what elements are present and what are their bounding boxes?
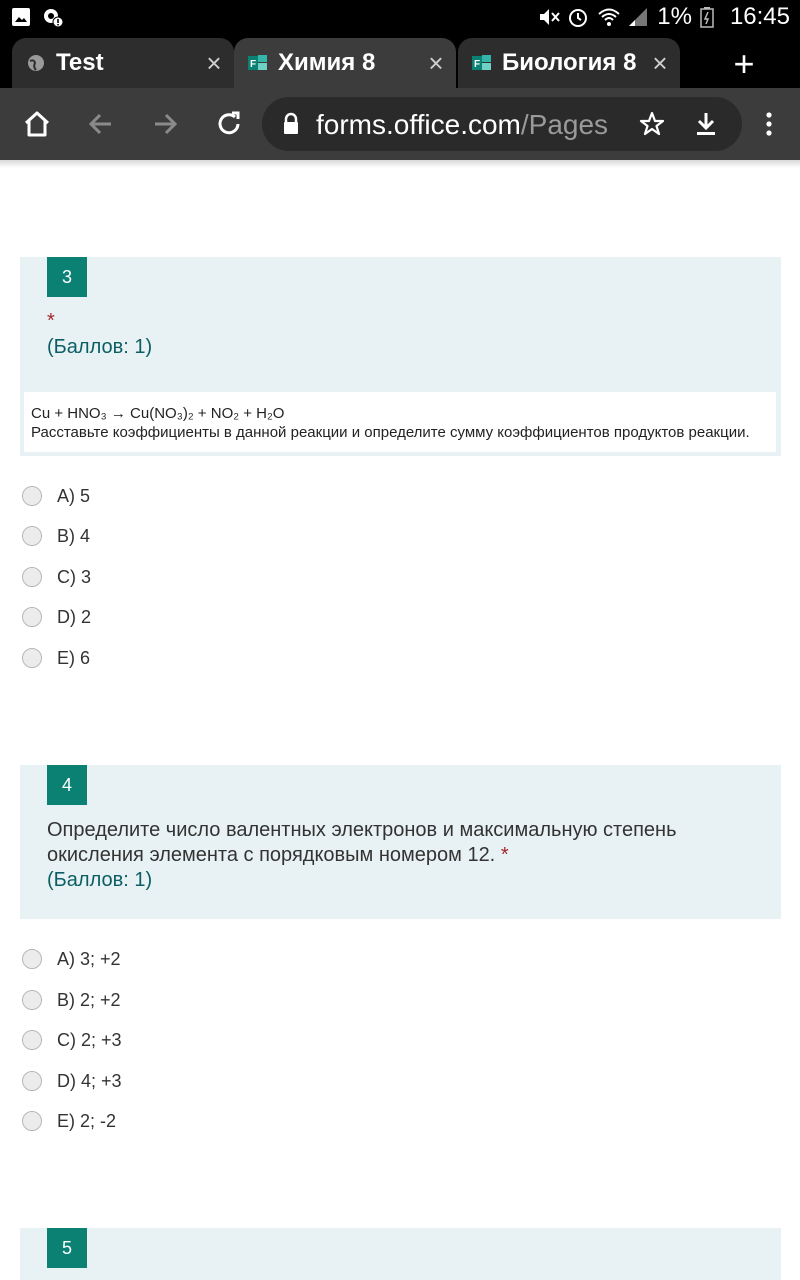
mute-icon: [537, 6, 559, 28]
required-mark: *: [47, 310, 55, 332]
radio-button[interactable]: [22, 1071, 42, 1091]
tab-title: Химия 8: [278, 49, 376, 76]
forms-icon: [248, 53, 268, 73]
option-3-d[interactable]: [20, 602, 91, 632]
tab-biologiya-8[interactable]: [458, 38, 680, 88]
question-number: 4: [47, 765, 87, 805]
option-4-c[interactable]: [20, 1025, 122, 1055]
radio-button[interactable]: [22, 990, 42, 1010]
url-host: forms.office.com: [316, 109, 521, 140]
question-number: 3: [47, 257, 87, 297]
option-3-c[interactable]: [20, 562, 91, 592]
option-label: D) 2: [57, 606, 92, 627]
question-text-line: Определите число валентных электронов и максимальную степень: [47, 819, 677, 841]
radio-button[interactable]: [22, 1030, 42, 1050]
reload-icon: [215, 110, 243, 138]
tab-title: Биология 8: [502, 49, 637, 76]
url-text: [316, 109, 608, 141]
reaction-equation: Cu + HNO₃ → Cu(NO₃)₂ + NO₂ + H₂O: [31, 405, 285, 422]
option-label: A) 3; +2: [57, 948, 121, 969]
lock-icon: [282, 112, 300, 141]
forward-button[interactable]: [145, 104, 185, 144]
option-label: C) 3: [57, 566, 92, 587]
option-label: B) 2; +2: [57, 989, 121, 1010]
settings-alert-icon: [42, 6, 64, 28]
question-points: (Баллов: 1): [47, 869, 153, 891]
radio-button[interactable]: [22, 567, 42, 587]
tab-himiya-8[interactable]: [234, 38, 456, 88]
more-vert-icon: [764, 110, 774, 138]
radio-button[interactable]: [22, 648, 42, 668]
back-button[interactable]: [81, 104, 121, 144]
status-bar: [0, 0, 800, 36]
question-text-line-2: [47, 843, 677, 868]
option-label: B) 4: [57, 525, 91, 546]
new-tab-button[interactable]: +: [733, 43, 755, 84]
wifi-icon: [597, 6, 619, 28]
reload-button[interactable]: [209, 104, 249, 144]
question-title: [47, 309, 55, 334]
svg-text:F: F: [250, 59, 257, 70]
svg-text:F: F: [474, 59, 481, 70]
option-label: E) 6: [57, 647, 91, 668]
globe-icon: [26, 53, 46, 73]
option-4-a[interactable]: [20, 944, 121, 974]
browser-toolbar: [0, 88, 800, 160]
gallery-icon: [10, 6, 32, 28]
radio-button[interactable]: [22, 486, 42, 506]
clock: 16:45: [729, 3, 790, 30]
alarm-icon: [567, 6, 589, 28]
home-icon: [22, 109, 52, 139]
option-label: E) 2; -2: [57, 1110, 117, 1131]
home-button[interactable]: [17, 104, 57, 144]
star-icon: [638, 110, 666, 138]
tab-title: Test: [56, 49, 104, 76]
radio-button[interactable]: [22, 1111, 42, 1131]
question-points: (Баллов: 1): [47, 336, 153, 358]
menu-button[interactable]: [749, 104, 789, 144]
question-5-card: [20, 1228, 781, 1280]
option-3-a[interactable]: [20, 481, 90, 511]
required-mark: *: [500, 844, 509, 866]
question-title: [47, 818, 677, 868]
forms-icon: [472, 53, 492, 73]
question-number: 5: [47, 1228, 87, 1268]
option-3-b[interactable]: [20, 521, 90, 551]
option-label: A) 5: [57, 485, 91, 506]
option-4-b[interactable]: [20, 985, 121, 1015]
radio-button[interactable]: [22, 949, 42, 969]
back-arrow-icon: [87, 110, 115, 138]
radio-button[interactable]: [22, 607, 42, 627]
toolbar-shadow: [0, 160, 800, 168]
option-3-e[interactable]: [20, 643, 90, 673]
option-4-e[interactable]: [20, 1106, 116, 1136]
option-label: D) 4; +3: [57, 1070, 122, 1091]
battery-percent: 1%: [657, 3, 692, 30]
close-tab-icon[interactable]: ×: [652, 47, 668, 78]
reaction-instruction: Расставьте коэффициенты в данной реакции и определите сумму коэффициентов продуктов реакции.: [31, 424, 750, 441]
bookmark-button[interactable]: [632, 104, 672, 144]
tab-test[interactable]: [12, 38, 234, 88]
close-tab-icon[interactable]: ×: [428, 47, 444, 78]
tab-strip: [0, 36, 800, 88]
download-button[interactable]: [686, 104, 726, 144]
forward-arrow-icon: [151, 110, 179, 138]
radio-button[interactable]: [22, 526, 42, 546]
question-image: [24, 392, 776, 452]
question-4-card: [20, 765, 781, 919]
signal-icon: [627, 6, 649, 28]
download-icon: [692, 110, 720, 138]
battery-icon: [700, 6, 722, 28]
option-label: C) 2; +3: [57, 1029, 122, 1050]
url-path: /Pages: [520, 109, 609, 140]
option-4-d[interactable]: [20, 1066, 122, 1096]
question-text-line: окисления элемента с порядковым номером 12.: [47, 844, 496, 866]
close-tab-icon[interactable]: ×: [206, 47, 222, 78]
question-3-card: [20, 257, 781, 456]
